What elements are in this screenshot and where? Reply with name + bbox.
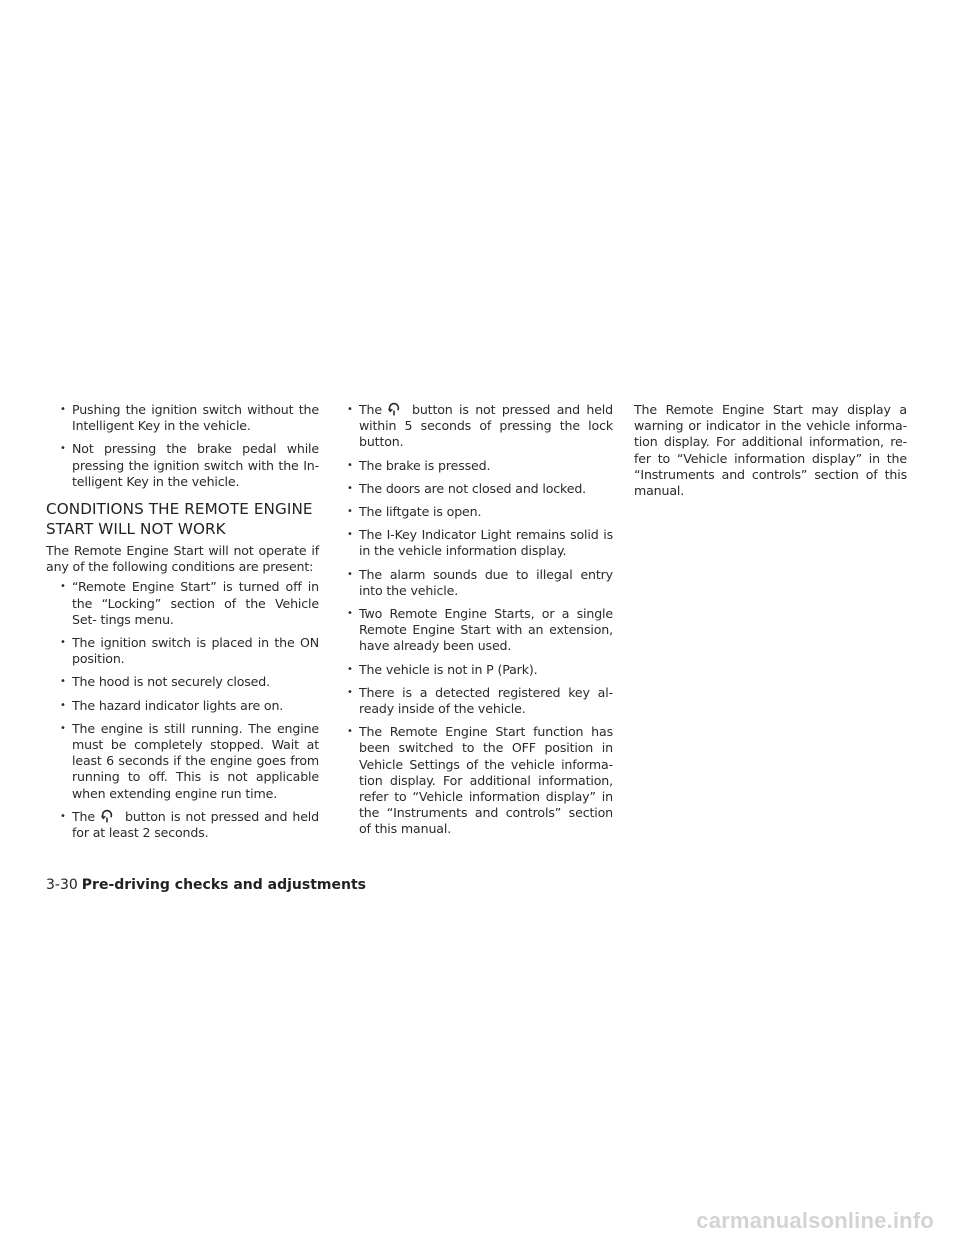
column-2 [340,402,613,845]
intro-paragraph: The Remote Engine Start will not operate if any of the following conditions are present: [46,543,319,575]
list-item: • Pushing the ignition switch without the Intelligent Key in the vehicle. [53,402,319,434]
list-item: • The vehicle is not in P (Park). [340,662,613,678]
list-item: • The liftgate is open. [340,504,613,520]
list-item-with-icon: • The button is not pressed and held for at least 2 seconds. [53,809,319,841]
conditions-list [46,579,319,841]
remote-start-icon [95,809,125,823]
list-item: • The alarm sounds due to illegal entry into the vehicle. [340,567,613,599]
list-item: • The I-Key Indicator Light remains solid is in the vehicle information display. [340,527,613,559]
list-item: • The hood is not securely closed. [53,674,319,690]
info-paragraph: The Remote Engine Start may display a warning or indicator in the vehicle informa- tion display. For additional information, re- fer to “Vehicle information display” in the “Instruments and controls” section of this manual. [634,402,907,499]
list-item: • “Remote Engine Start” is turned off in the “Locking” section of the Vehicle Set- tings menu. [53,579,319,628]
section-title: Pre-driving checks and adjustments [81,877,366,893]
conditions-list-continued [340,402,613,838]
list-item: • The doors are not closed and locked. [340,481,613,497]
remote-start-icon [382,402,412,416]
list-item: • Two Remote Engine Starts, or a single Remote Engine Start with an extension, have already been used. [340,606,613,655]
list-item: • The brake is pressed. [340,458,613,474]
column-3 [634,402,907,503]
list-item: • The ignition switch is placed in the ON position. [53,635,319,667]
list-item: • The engine is still running. The engine must be completely stopped. Wait at least 6 seconds if the engine goes from running to off. This is not applicable when extending engine run time. [53,721,319,802]
watermark: carmanualsonline.info [696,1208,934,1233]
list-item: • The Remote Engine Start function has been switched to the OFF position in Vehicle Settings of the vehicle informa- tion display. For additional information, refer to “Vehicle information display” in the “Instruments and controls” section of this manual. [340,724,613,837]
list-item-with-icon: • The button is not pressed and held within 5 seconds of pressing the lock button. [340,402,613,451]
column-1 [46,402,319,848]
list-item: • The hazard indicator lights are on. [53,698,319,714]
list-item: • There is a detected registered key al- ready inside of the vehicle. [340,685,613,717]
top-bullet-list [46,402,319,490]
section-heading: CONDITIONS THE REMOTE ENGINE START WILL NOT WORK [46,500,313,539]
page-number: 3-30 [46,877,78,893]
page-footer [46,876,366,894]
list-item: • Not pressing the brake pedal while pressing the ignition switch with the In- telligent Key in the vehicle. [53,441,319,490]
